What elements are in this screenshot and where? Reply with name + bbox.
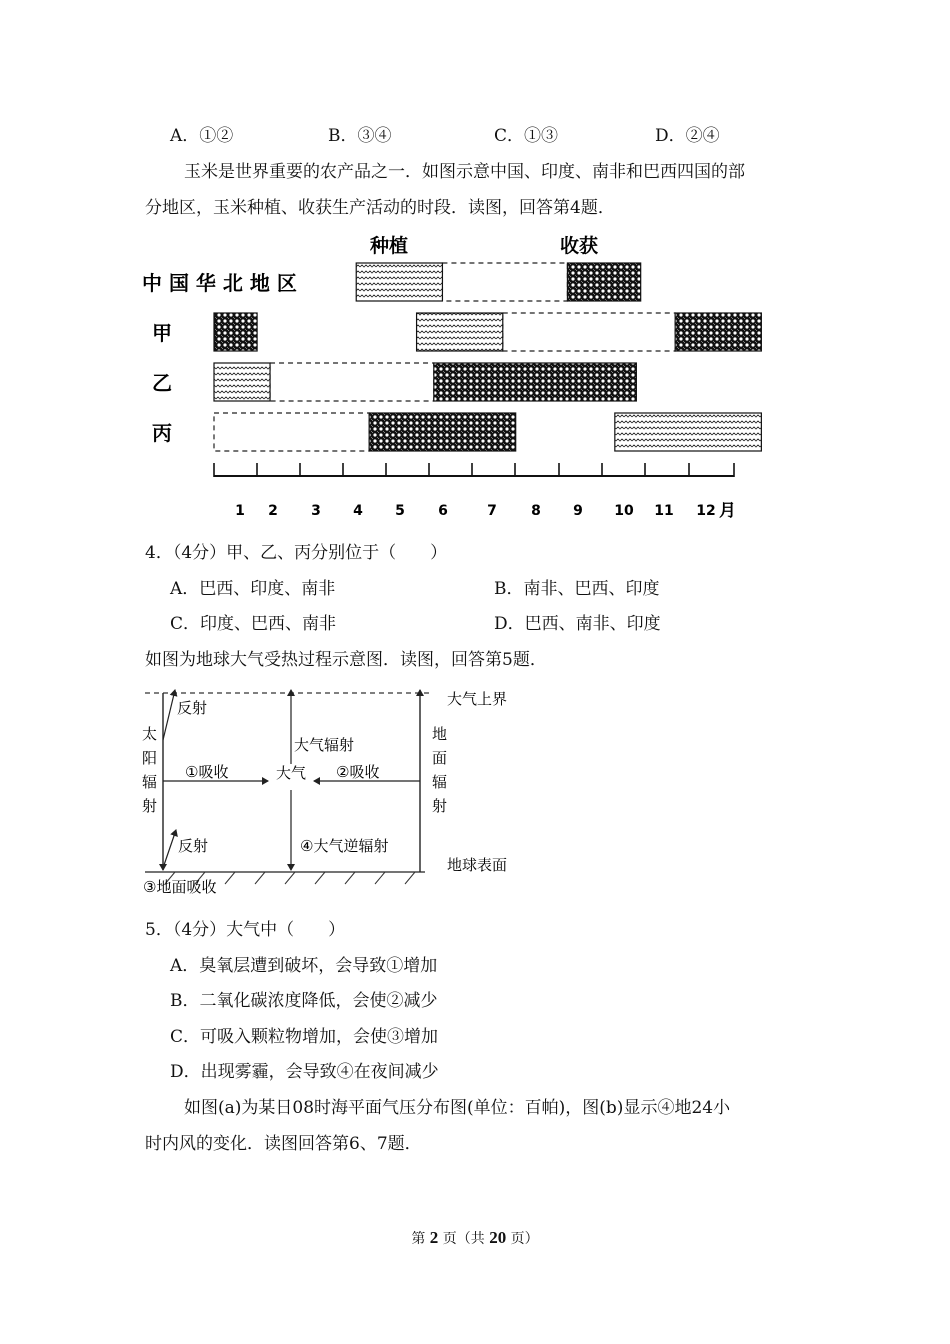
surface-label: 地球表面 [447, 856, 508, 874]
growing-bar [442, 263, 567, 301]
growing-bar [270, 363, 434, 401]
q5-option-d: D．出现雾霾，会导致④在夜间减少 [170, 1062, 439, 1082]
month-tick-label: 9 [573, 503, 583, 519]
row-label-3: 丙 [152, 421, 172, 445]
month-tick-label: 6 [438, 503, 448, 519]
month-tick-label: 5 [395, 503, 405, 519]
month-unit-label: 月 [719, 501, 736, 521]
footer-page-number: 2 [429, 1228, 439, 1247]
q3-option-c: C．①③ [494, 126, 559, 146]
growing-bar [214, 413, 369, 451]
legend-plant-label: 种植 [370, 235, 409, 257]
legend-harvest-label: 收获 [560, 235, 599, 257]
solar-char-3: 辐 [142, 773, 158, 791]
month-tick-label: 12 [696, 503, 716, 519]
month-tick-label: 4 [353, 503, 363, 519]
solar-char-1: 太 [142, 725, 158, 743]
month-tick-label: 1 [235, 503, 245, 519]
reflect-top-label: 反射 [177, 699, 208, 717]
month-tick-label: 3 [311, 503, 321, 519]
absorb1-label: ①吸收 [185, 763, 229, 781]
intro4-line2: 分地区，玉米种植、收获生产活动的时段．读图，回答第4题． [145, 198, 615, 218]
planting-bar [417, 313, 503, 351]
harvest-bar [369, 413, 516, 451]
q4-option-b: B．南非、巴西、印度 [494, 579, 660, 599]
ground-rad-char-2: 面 [432, 749, 448, 767]
footer-post: 页） [510, 1231, 539, 1247]
month-tick-label: 8 [531, 503, 541, 519]
footer-mid: 页（共 [442, 1231, 485, 1247]
q4-option-c: C．印度、巴西、南非 [170, 614, 337, 634]
month-tick-label: 10 [614, 503, 634, 519]
atm-radiation-label: 大气辐射 [294, 736, 355, 754]
counter-radiation-label: ④大气逆辐射 [300, 837, 389, 855]
ground-rad-char-3: 辐 [432, 773, 448, 791]
solar-char-2: 阳 [142, 749, 158, 767]
footer-total-pages: 20 [489, 1228, 507, 1247]
harvest-bar [434, 363, 637, 401]
atmosphere-heating-diagram [140, 680, 530, 895]
footer-pre: 第 [411, 1231, 426, 1247]
intro4-line1: 玉米是世界重要的农产品之一．如图示意中国、印度、南非和巴西四国的部 [184, 162, 745, 182]
solar-char-4: 射 [142, 797, 158, 815]
planting-bar [214, 363, 270, 401]
q4-option-a: A．巴西、印度、南非 [170, 579, 336, 599]
absorb2-label: ②吸收 [336, 763, 380, 781]
q3-option-a: A．①② [170, 126, 234, 146]
q4-stem: 4．（4分）甲、乙、丙分别位于（ ） [145, 543, 448, 563]
page-footer [0, 1228, 950, 1248]
q5-option-a: A．臭氧层遭到破坏，会导致①增加 [170, 956, 438, 976]
atmosphere-center-label: 大气 [276, 764, 307, 782]
intro5-line: 如图为地球大气受热过程示意图．读图，回答第5题． [145, 650, 547, 670]
month-tick-label: 2 [268, 503, 278, 519]
month-tick-label: 7 [487, 503, 497, 519]
q4-option-d: D．巴西、南非、印度 [494, 614, 661, 634]
intro67-line2: 时内风的变化．读图回答第6、7题． [145, 1134, 422, 1154]
harvest-bar [214, 313, 257, 351]
row-label-2: 乙 [152, 371, 172, 395]
row-label-1: 甲 [152, 321, 172, 345]
row-label-0: 中 国 华 北 地 区 [142, 271, 297, 295]
month-tick-label: 11 [654, 503, 674, 519]
ground-absorb-label: ③地面吸收 [143, 878, 217, 895]
planting-bar [615, 413, 762, 451]
atmos-top-label: 大气上界 [447, 690, 508, 708]
ground-rad-char-4: 射 [432, 797, 448, 815]
planting-bar [356, 263, 442, 301]
q3-option-b: B．③④ [328, 126, 392, 146]
q5-option-c: C．可吸入颗粒物增加，会使③增加 [170, 1027, 439, 1047]
intro67-line1: 如图(a)为某日08时海平面气压分布图(单位：百帕)，图(b)显示④地24小 [184, 1098, 731, 1118]
reflect-bottom-label: 反射 [178, 837, 209, 855]
maize-season-chart [130, 225, 770, 525]
growing-bar [503, 313, 675, 351]
q5-stem: 5．（4分）大气中（ ） [145, 920, 346, 940]
q3-option-d: D．②④ [655, 126, 720, 146]
harvest-bar [567, 263, 640, 301]
ground-rad-char-1: 地 [432, 725, 448, 743]
q5-option-b: B．二氧化碳浓度降低，会使②减少 [170, 991, 438, 1011]
harvest-bar [675, 313, 761, 351]
